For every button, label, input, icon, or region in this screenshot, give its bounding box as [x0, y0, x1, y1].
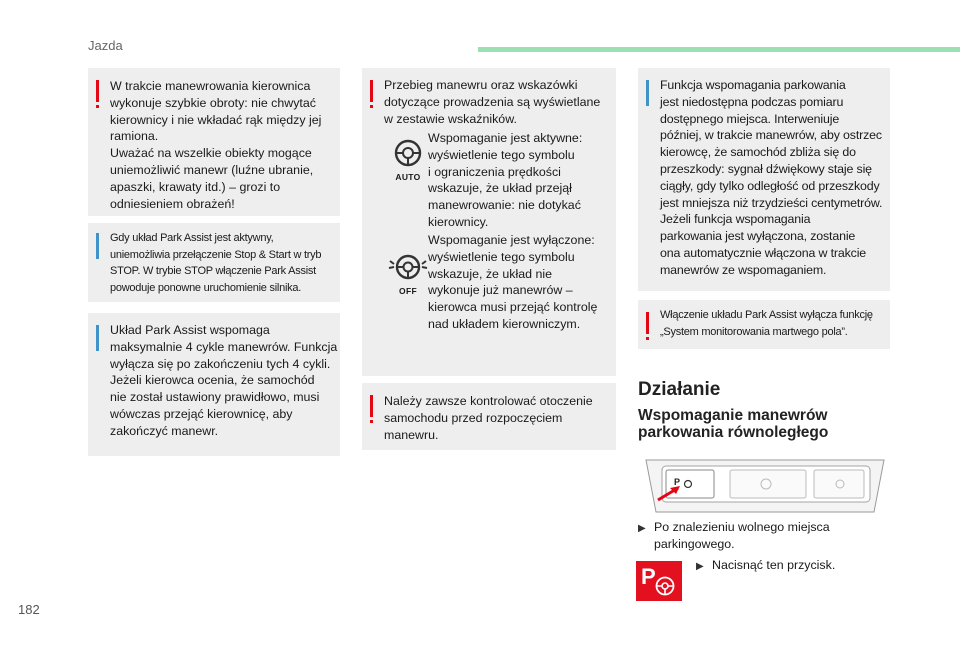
- warning-text-blind-spot: Włączenie układu Park Assist wyłącza funkcję „System monitorowania martwego pola”.: [660, 309, 873, 338]
- info-box-cycles: [88, 313, 340, 456]
- warning-text-steering: W trakcie manewrowania kierownica wykonuje szybkie obroty: nie chwytać kierownicy i nie wkładać rąk między jej ramiona. Uważać na wszelkie obiekty mogące uniemożliwić manewr (luźne ubranie, apaszki, krawaty itd.) – grozi to odniesieniem obrażeń!: [110, 79, 322, 211]
- arrow-bullet-icon: ▶: [638, 523, 646, 534]
- step-find-space: Po znalezieniu wolnego miejsca parkingowego.: [654, 520, 830, 551]
- display-intro-text: Przebieg manewru oraz wskazówki dotyczące prowadzenia są wyświetlane w zestawie wskaźników.: [384, 78, 601, 126]
- park-assist-button-icon: [636, 561, 682, 601]
- warning-box-blind-spot: [638, 300, 890, 349]
- steering-wheel-small-icon: [654, 575, 676, 597]
- center-console-panel-illustration: [640, 456, 890, 516]
- step-press-button: Nacisnąć ten przycisk.: [712, 558, 836, 572]
- info-icon: [96, 233, 99, 259]
- off-label: OFF: [399, 286, 417, 296]
- info-icon: [646, 80, 649, 106]
- warning-box-surroundings: [362, 383, 616, 450]
- page-number: 182: [18, 602, 40, 617]
- section-heading: Działanie: [638, 379, 721, 400]
- section-accent-bar: [478, 47, 960, 52]
- subsection-heading: Wspomaganie manewrów parkowania równoległego: [638, 407, 829, 441]
- park-assist-button-label: P: [641, 564, 656, 589]
- warning-icon: [370, 80, 373, 102]
- info-text-stop-start: Gdy układ Park Assist jest aktywny, uniemożliwia przełączenie Stop & Start w tryb STOP. W trybie STOP włączenie Park Assist powoduje ponowne uruchomienie silnika.: [110, 232, 322, 294]
- display-box: [362, 68, 616, 376]
- warning-text-surroundings: Należy zawsze kontrolować otoczenie samochodu przed rozpoczęciem manewru.: [384, 394, 593, 442]
- panel-park-assist-button: P: [674, 477, 681, 487]
- info-box-stop-start: [88, 223, 340, 302]
- arrow-bullet-icon: ▶: [696, 561, 704, 572]
- steering-wheel-auto-icon: [390, 138, 426, 180]
- auto-description: Wspomaganie jest aktywne: wyświetlenie tego symbolu i ograniczenia prędkości wskazuje, że układ przejął manewrowanie: nie dotykać kierownicy.: [428, 131, 583, 229]
- steering-wheel-off-icon: [386, 252, 430, 294]
- info-icon: [96, 325, 99, 351]
- auto-label: AUTO: [395, 172, 421, 182]
- warning-box-steering: [88, 68, 340, 216]
- warning-icon: [646, 312, 649, 334]
- info-text-parking-aid: Funkcja wspomagania parkowania jest niedostępna podczas pomiaru dostępnego miejsca. Interweniuje później, w trakcie manewrów, aby ostrzec kierowcę, że samochód zbliża się do przeszkody: sygnał dźwiękowy staje się ciągły, gdy tylko odległość od przeszkody jest mniejsza niż trzydzieści centymetrów. Jeżeli funkcja wspomagania parkowania jest wyłączona, zostanie ona automatycznie włączona w trakcie manewrów ze wspomaganiem.: [660, 78, 883, 277]
- section-title: Jazda: [88, 38, 123, 53]
- info-box-parking-aid: [638, 68, 890, 291]
- warning-icon: [96, 80, 99, 102]
- info-text-cycles: Układ Park Assist wspomaga maksymalnie 4 cykle manewrów. Funkcja wyłącza się po zakończeniu tych 4 cykli. Jeżeli kierowca ocenia, że samochód nie został ustawiony prawidłowo, musi wówczas przejąć kierownicę, aby zakończyć manewr.: [110, 323, 338, 438]
- off-description: Wspomaganie jest wyłączone: wyświetlenie tego symbolu wskazuje, że układ nie wykonuje już manewrów – kierowca musi przejąć kontrolę nad układem kierowniczym.: [428, 233, 598, 331]
- warning-icon: [370, 395, 373, 417]
